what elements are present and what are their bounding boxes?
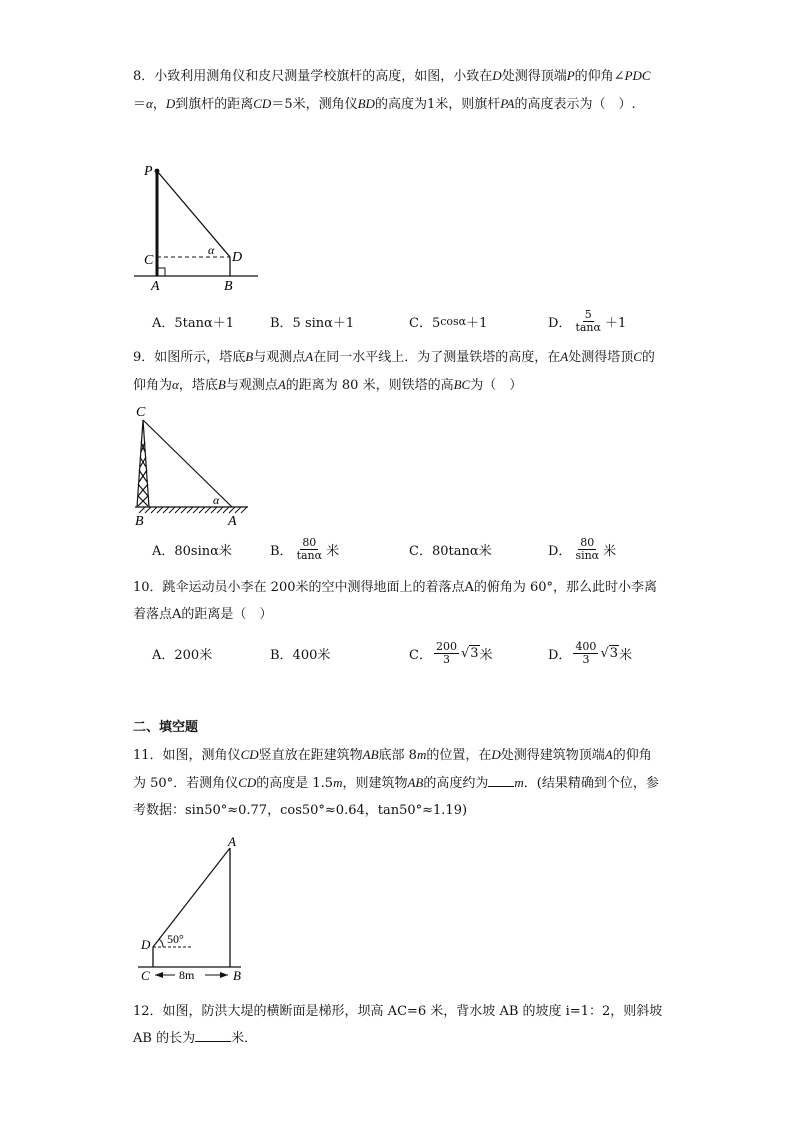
question-11: 11．如图，测角仪CD竖直放在距建筑物AB底部 8m的位置，在D处测得建筑物顶端A的仰角为 50°．若测角仪CD的高度是 1.5m，则建筑物AB的高度约为 m．(结果精确到个位，参考数据：sin50°≈0.77，cos50°≈0.64，tan50°≈1.19) xyxy=(133,747,659,818)
question-8: 8．小致利用测角仪和皮尺测量学校旗杆的高度，如图，小致在D处测得顶端P的仰角∠PDC＝α，D到旗杆的距离CD＝5米，测角仪BD的高度为1米，则旗杆PA的高度表示为（ ）. xyxy=(133,68,651,112)
building-figure xyxy=(133,835,263,985)
label-b: B xyxy=(135,514,144,529)
option-d[interactable]: D． $\frac{80}{\sin\alpha}$ 米 xyxy=(548,535,617,562)
label-d: D xyxy=(141,937,151,952)
option-c[interactable]: C．5 cosα ＋1 xyxy=(409,314,488,331)
label-alpha: α xyxy=(213,493,220,507)
arrow-left-icon xyxy=(155,972,163,978)
question-number: 9． xyxy=(133,350,155,365)
sight-line xyxy=(153,848,230,947)
option-a[interactable]: A．200米 xyxy=(152,647,213,663)
hypotenuse-line xyxy=(157,171,230,257)
label-c: C xyxy=(136,405,146,420)
label-c: C xyxy=(144,253,154,268)
tower-figure xyxy=(130,402,255,530)
fraction: $\frac{5}{\tan\alpha}$ xyxy=(575,307,601,334)
sqrt-symbol: √3 xyxy=(600,645,619,661)
q8-options xyxy=(152,306,672,336)
ground-hatch xyxy=(139,507,247,513)
tower-icon xyxy=(137,420,149,507)
sqrt-symbol: √3 xyxy=(460,645,479,661)
label-b: B xyxy=(233,968,241,983)
flagpole-figure xyxy=(130,160,265,295)
q9-options xyxy=(152,534,672,564)
fraction: $\frac{80}{\tan\alpha}$ xyxy=(296,535,323,562)
label-c: C xyxy=(141,968,150,983)
option-b[interactable]: B．5 sinα＋1 xyxy=(270,315,355,331)
fraction: $\frac{400}{3}$ xyxy=(575,639,597,666)
label-distance: 8m xyxy=(179,968,195,982)
answer-blank[interactable] xyxy=(488,772,514,787)
option-d[interactable]: D． $\frac{5}{\tan\alpha}$ ＋1 xyxy=(548,307,627,334)
question-10: 10．跳伞运动员小李在 200米的空中测得地面上的着落点A的俯角为 60°，那么此时小李离着落点A的距离是（ ） xyxy=(133,580,658,622)
label-angle: 50° xyxy=(167,932,184,946)
section-title: 二、填空题 xyxy=(133,720,199,735)
fraction: $\frac{200}{3}$ xyxy=(435,639,457,666)
question-number: 8． xyxy=(133,69,155,84)
q10-options xyxy=(152,638,672,668)
option-c[interactable]: C．80tanα米 xyxy=(409,543,492,559)
question-number: 11． xyxy=(133,748,163,763)
label-a: A xyxy=(228,514,237,529)
label-b: B xyxy=(224,279,233,294)
fraction: $\frac{80}{\sin\alpha}$ xyxy=(575,535,600,562)
question-number: 10． xyxy=(133,580,163,595)
option-a[interactable]: A．5tanα＋1 xyxy=(152,315,235,331)
angle-arc xyxy=(159,939,163,947)
label-p: P xyxy=(144,164,153,179)
option-a[interactable]: A．80sinα米 xyxy=(152,543,232,559)
arrow-right-icon xyxy=(220,972,228,978)
label-d: D xyxy=(232,250,243,265)
label-a: A xyxy=(151,279,160,294)
option-c[interactable]: C． $\frac{200}{3}$ √3 米 xyxy=(409,639,493,666)
question-12: 12．如图，防洪大堤的横断面是梯形，坝高 AC=6 米，背水坡 AB 的坡度 i=1：2，则斜坡 AB 的长为 米． xyxy=(133,1004,663,1046)
question-number: 12． xyxy=(133,1004,163,1019)
answer-blank[interactable] xyxy=(195,1027,231,1042)
question-9: 9．如图所示，塔底B与观测点A在同一水平线上．为了测量铁塔的高度，在A处测得塔顶C的仰角为α，塔底B与观测点A的距离为 80 米，则铁塔的高BC为（ ） xyxy=(133,349,655,393)
label-a: A xyxy=(228,835,236,849)
option-b[interactable]: B． $\frac{80}{\tan\alpha}$ 米 xyxy=(270,535,340,562)
option-b[interactable]: B．400米 xyxy=(270,647,331,663)
label-alpha: α xyxy=(208,243,215,257)
option-d[interactable]: D． $\frac{400}{3}$ √3 米 xyxy=(548,639,633,666)
